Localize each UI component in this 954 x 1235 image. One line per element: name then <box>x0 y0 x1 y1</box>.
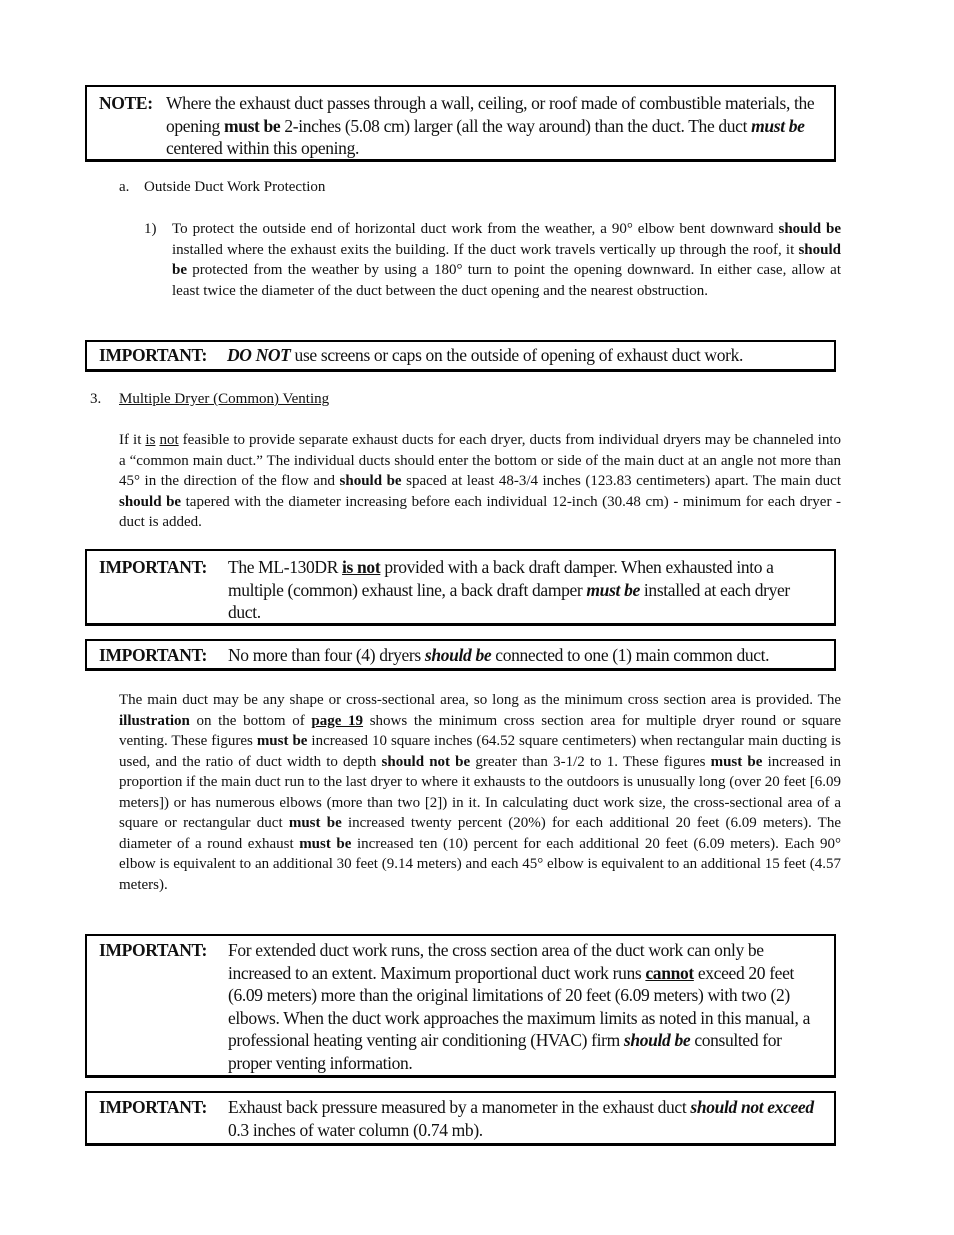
important-2-text: The ML-130DR is not provided with a back draft damper. When exhausted into a multiple (common) exhaust line, a back draft damper must be installed at each dryer duct. <box>228 557 790 622</box>
important-5-text: Exhaust back pressure measured by a manometer in the exhaust duct should not exceed 0.3 inches of water column (0.74 mb). <box>228 1097 814 1140</box>
important-box-5 <box>85 1091 836 1146</box>
important-3-label: IMPORTANT: <box>99 645 208 665</box>
note-text: Where the exhaust duct passes through a wall, ceiling, or roof made of combustible materials, the opening must be 2-inches (5.08 cm) larger (all the way around) than the duct. The duct must be centered within this opening. <box>166 93 815 158</box>
important-box-3 <box>85 639 836 671</box>
section-a-marker: a. <box>119 179 130 195</box>
paragraph-duct-sizing: The main duct may be any shape or cross-sectional area, so long as the minimum cross section area is provided. The illustration on the bottom of page 19 shows the minimum cross section area for multiple dryer round or square venting. These figures must be increased 10 square inches (64.52 square centimeters) when rectangular main ducting is used, and the ratio of duct width to depth should not be greater than 3-1/2 to 1. These figures must be increased in proportion if the main duct run to the last dryer to where it exhausts to the outdoors is unusually long (over 20 feet [6.09 meters]) or has numerous elbows (more than two [2]) in it. In calculating duct work size, the cross-sectional area of a square or rectangular duct must be increased twenty percent (20%) for each additional 20 feet (6.09 meters). The diameter of a round exhaust must be increased ten (10) percent for each additional 20 feet (6.09 meters). Each 90° elbow is equivalent to an additional 30 feet (9.14 meters) and each 45° elbow is equivalent to an additional 15 feet (4.57 meters). <box>119 692 842 893</box>
important-box-4 <box>85 934 836 1078</box>
important-3-text: No more than four (4) dryers should be connected to one (1) main common duct. <box>228 645 770 665</box>
note-box <box>85 85 836 162</box>
section-a-title: Outside Duct Work Protection <box>144 179 326 195</box>
item-1-marker: 1) <box>144 221 157 237</box>
item-1-text: To protect the outside end of horizontal duct work from the weather, a 90° elbow bent downward should be installed where the exhaust exits the building. If the duct work travels vertically up through the roof, it should be protected from the weather by using a 180° turn to point the opening downward. In either case, allow at least twice the diameter of the duct between the duct opening and the nearest obstruction. <box>172 221 841 299</box>
important-box-2 <box>85 549 836 626</box>
important-1-label: IMPORTANT: <box>99 345 208 365</box>
note-label: NOTE: <box>99 93 153 113</box>
important-2-label: IMPORTANT: <box>99 557 208 577</box>
important-4-label: IMPORTANT: <box>99 940 208 960</box>
section-3-title: Multiple Dryer (Common) Venting <box>119 391 330 407</box>
important-4-text: For extended duct work runs, the cross section area of the duct work can only be increased to an extent. Maximum proportional duct work runs cannot exceed 20 feet (6.09 meters) more than the original limitations of 20 feet (6.09 meters) with two (2) elbows. When the duct work approaches the maximum limits as noted in this manual, a professional heating venting air conditioning (HVAC) firm should be consulted for proper venting information. <box>228 940 811 1073</box>
important-1-text: DO NOT use screens or caps on the outside of opening of exhaust duct work. <box>227 345 744 365</box>
important-box-1 <box>85 340 836 372</box>
page-19-reference: page 19 <box>311 712 364 729</box>
section-a-heading <box>119 177 326 198</box>
paragraph-common-venting: If it is not feasible to provide separate exhaust ducts for each dryer, ducts from individual dryers may be channeled into a “common main duct.” The individual ducts should enter the bottom or side of the main duct at an angle not more than 45° in the direction of the flow and should be spaced at least 48-3/4 inches (123.83 centimeters) apart. The main duct should be tapered with the diameter increasing before each individual 12-inch (30.48 cm) - minimum for each dryer - duct is added. <box>119 432 842 530</box>
important-5-label: IMPORTANT: <box>99 1097 208 1117</box>
section-3-marker: 3. <box>90 391 102 407</box>
